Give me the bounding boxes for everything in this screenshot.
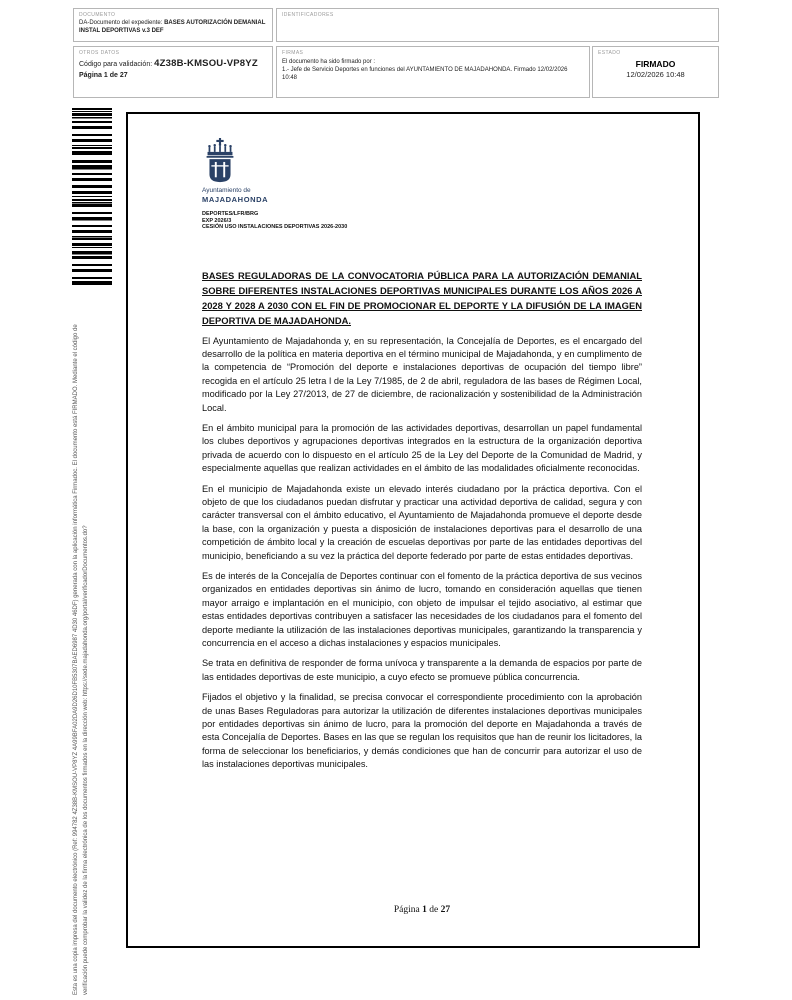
page-content [202, 138, 642, 772]
status-datetime: 12/02/2026 10:48 [626, 70, 685, 79]
ref-line-departamento: DEPORTES/LFR/BRG [202, 211, 259, 217]
barcode-icon [72, 108, 112, 285]
validation-code-label: Código para validación: [79, 61, 153, 68]
header-box-estado [592, 46, 719, 98]
firmas-line2: 1.- Jefe de Servicio Deportes en funciones del AYUNTAMIENTO DE MAJADAHONDA. Firmado 12/02/2026 10:48 [282, 67, 568, 81]
documento-label: DOCUMENTO [79, 12, 116, 18]
org-name-line2: MAJADAHONDA [202, 195, 269, 204]
verification-sidebar-text [72, 283, 91, 995]
firmas-label: FIRMAS [282, 50, 304, 56]
estado-label: ESTADO [598, 50, 621, 56]
body-paragraph: Fijados el objetivo y la finalidad, se precisa convocar el correspondiente procedimiento con la aprobación de unas Bases Reguladoras para autorizar la utilización de diferentes instalaciones deportivas municipales por entidades deportivas sin ánimo de lucro, para la promoción del deporte en Majadahonda a través de esta Concejalía de Deportes. Bases en las que se regulan los requisitos que han de reunir los licitadores, la forma de seleccionar los beneficiarios, y demás condiciones que han de concurrir para autorizar el uso de las instalaciones deportivas municipales. [202, 692, 642, 770]
body-paragraph: En el ámbito municipal para la promoción de las actividades deportivas, desarrollan un papel fundamental los clubes deportivos y agrupaciones deportivas integrados en la estructura de la organización deportiva privada de acuerdo con lo dispuesto en el artículo 25 de la Ley del Deporte de la Comunidad de Madrid, y especialmente aquellas que realizan actividades en el ámbito de las modalidades oficialmente reconocidas. [202, 422, 642, 474]
document-page [126, 112, 700, 948]
majadahonda-crest-icon [202, 138, 238, 184]
verification-text-line2: verificación puede comprobar la validez de la firma electrónica de los documentos firmados en la dirección web: https://sede.majadahonda.org/portal/verificadorDocumentos.do? [82, 525, 89, 995]
footer-of: de [429, 905, 439, 915]
body-paragraph: El Ayuntamiento de Majadahonda y, en su representación, la Concejalía de Deportes, es el encargado del desarrollo de la política en materia deportiva en el término municipal de Majadahonda, y en cumplimento de la competencia de “Promoción del deporte e instalaciones deportivas de ocupación del tiempo libre” recogida en el artículo 25 letra l de la Ley 7/1985, de 2 de abril, reguladora de las bases de Régimen Local, modificado por la Ley 27/2013, de 27 de diciembre, de racionalización y sostenibilidad de la Administración Local. [202, 335, 642, 413]
validation-code: 4Z38B-KMSOU-VP8YZ [154, 58, 258, 69]
body-paragraph: Es de interés de la Concejalía de Deportes continuar con el fomento de la práctica deportiva de sus vecinos organizados en entidades deportivas sin ánimo de lucro, tomando en consideración aquellas que tienen mayor arraigo e implantación en el municipio, con objeto de impulsar el tejido asociativo, al estimar que estas entidades deportivas contribuyen a satisfacer las necesidades de los ciudadanos para el fomento del deporte mediante la utilización de las instalaciones deportivas municipales, garantizando la transparencia y concurrencia en el acceso a dichas instalaciones y espacios municipales. [202, 571, 642, 649]
body-paragraph: En el municipio de Majadahonda existe un elevado interés ciudadano por la práctica deportiva. Con el objeto de que los ciudadanos puedan disfrutar y practicar una actividad deportiva de calidad, segura y con carácter transversal con el ámbito educativo, el Ayuntamiento de Majadahonda promueve el deporte desde la base, con la organización y puesta a disposición de instalaciones deportivas para el desarrollo de una competición de ámbito local y la creación de escuelas deportivas por parte de las entidades deportivas del municipio, beneficiando a su vez la práctica del deporte federado por parte de estas entidades deportivas. [202, 483, 642, 561]
header-box-firmas [276, 46, 590, 98]
logo-block [202, 138, 642, 204]
page-footer [202, 905, 642, 915]
validation-code-line [79, 58, 267, 69]
expediente-ref-block [202, 211, 642, 231]
ref-line-expediente: EXP 2026/3 [202, 217, 232, 224]
org-name-line1: Ayuntamiento de [202, 187, 251, 194]
otros-datos-label: OTROS DATOS [79, 50, 120, 56]
ref-line-asunto: CESIÓN USO INSTALACIONES DEPORTIVAS 2026-2030 [202, 224, 348, 230]
footer-total-pages: 27 [440, 905, 451, 915]
body-paragraph: Se trata en definitiva de responder de forma unívoca y transparente a la demanda de espacios por parte de las entidades deportivas de este municipio, a cuyo efecto se promueve pública concurrencia. [202, 658, 642, 682]
header-box-documento [73, 8, 273, 42]
header-page-indicator: Página 1 de 27 [79, 72, 128, 79]
firmas-line1: El documento ha sido firmado por : [282, 59, 376, 65]
documento-expediente: BASES AUTORIZACIÓN DEMANIAL INSTAL DEPORTIVAS v.3 DEF [79, 20, 266, 34]
documento-prefix: DA-Documento del expediente: [79, 20, 163, 26]
header-box-otros-datos [73, 46, 273, 98]
header-box-identificadores [276, 8, 719, 42]
footer-label: Página [393, 905, 420, 915]
identificadores-label: IDENTIFICADORES [282, 12, 334, 18]
verification-text-line1: Esta es una copia impresa del documento electrónico (Ref: 994782 4Z38B-KMSOU-VP8YZ 4A99BFA02DA9D26D10FB5307BAED6987 4D30 46DF) generada con la aplicación informática Firmadoc. El documento está FIRMADO. Mediante el código de [73, 324, 79, 995]
documento-value [79, 20, 267, 35]
document-title: BASES REGULADORAS DE LA CONVOCATORIA PÚBLICA PARA LA AUTORIZACIÓN DEMANIAL SOBRE DIFERENTES INSTALACIONES DEPORTIVAS MUNICIPALES DURANTE LOS AÑOS 2026 A 2028 Y 2028 A 2030 CON EL FIN DE PROMOCIONAR EL DEPORTE Y LA DIFUSIÓN DE LA IMAGEN DEPORTIVA DE MAJADAHONDA. [202, 269, 642, 326]
status-badge: FIRMADO [635, 59, 676, 69]
footer-page-number: 1 [422, 905, 427, 915]
